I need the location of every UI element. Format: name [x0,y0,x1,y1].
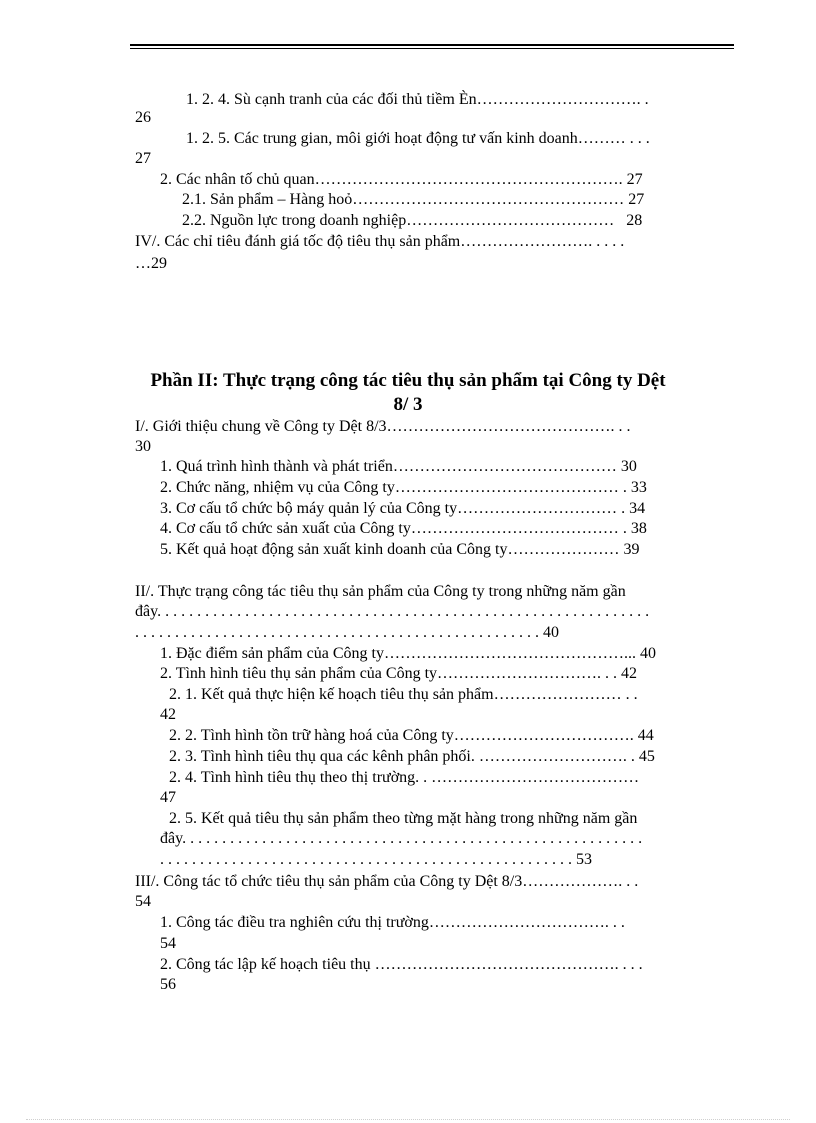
toc-section-heading: II/. Thực trạng công tác tiêu thụ sản phẩm của Công ty trong những năm gần [135,583,626,600]
toc-section-heading: III/. Công tác tổ chức tiêu thụ sản phẩm của Công ty Dệt 8/3………………. . . [135,873,639,890]
part2-title-continued: 8/ 3 [393,394,423,415]
toc-line: 2.2. Nguồn lực trong doanh nghiệp………………………………… 28 [182,212,643,229]
toc-line: 2. 3. Tình hình tiêu thụ qua các kênh phân phối. ………………………. . 45 [169,748,655,765]
part2-title: Phần II: Thực trạng công tác tiêu thụ sản phẩm tại Công ty Dệt [150,370,666,391]
toc-line: 2. Chức năng, nhiệm vụ của Công ty…………………………………… . 33 [160,479,647,496]
toc-page-number: 54 [160,935,176,952]
toc-section-heading: I/. Giới thiệu chung về Công ty Dệt 8/3……………………………………. . . [135,418,631,435]
toc-line: 2. Các nhân tố chủ quan…………………………………………………. 27 [160,171,643,188]
toc-page-number: 26 [135,109,151,126]
toc-line: 1. 2. 5. Các trung gian, môi giới hoạt động tư vấn kinh doanh……… . . . [186,130,650,147]
toc-line: 3. Cơ cấu tổ chức bộ máy quản lý của Công ty………………………… . 34 [160,500,646,517]
toc-line: 2.1. Sản phẩm – Hàng hoỏ…………………………………………… 27 [182,191,645,208]
toc-line: 1. Công tác điều tra nghiên cứu thị trường……………………………. . . [160,914,625,931]
toc-page-number: 27 [135,150,151,167]
toc-line: 2. Công tác lập kế hoạch tiêu thụ ………………………………………. . . . [160,956,643,973]
header-rule-thick [130,44,734,46]
toc-line: 2. 1. Kết quả thực hiện kế hoạch tiêu thụ sản phẩm…………………… . . [169,686,638,703]
toc-line-continued: . . . . . . . . . . . . . . . . . . . . . . . . . . . . . . . . . . . . . . . . . . . . . . . . . . . 40 [135,624,559,641]
toc-line: 2. 5. Kết quả tiêu thụ sản phẩm theo từng mặt hàng trong những năm gần [169,810,638,827]
header-rule-thin [130,48,734,49]
toc-line-continued: . . . . . . . . . . . . . . . . . . . . . . . . . . . . . . . . . . . . . . . . . . . . . . . . . . . . 53 [160,851,592,868]
toc-page-number: 54 [135,893,151,910]
toc-page-number: 42 [160,706,176,723]
toc-line: 1. Đặc điểm sản phẩm của Công ty………………………………………... 40 [160,645,656,662]
toc-page-number: …29 [135,255,167,272]
toc-line: 2. Tình hình tiêu thụ sản phẩm của Công ty…………………………. . . 42 [160,665,638,682]
toc-line-continued: đây. . . . . . . . . . . . . . . . . . . . . . . . . . . . . . . . . . . . . . . . . . . . . . . . . . . . . . . . . . . . . . [135,603,650,620]
toc-line: 1. 2. 4. Sù cạnh tranh của các đối thủ tiềm Èn…………………………. . [186,91,649,108]
toc-page-number: 30 [135,438,151,455]
page-bottom-border [26,1119,790,1120]
toc-line-continued: đây. . . . . . . . . . . . . . . . . . . . . . . . . . . . . . . . . . . . . . . . . . . . . . . . . . . . . . . . . . [160,830,643,847]
toc-line: 5. Kết quả hoạt động sản xuất kinh doanh của Công ty………………… 39 [160,541,640,558]
toc-page-number: 56 [160,976,176,993]
toc-line: 2. 4. Tình hình tiêu thụ theo thị trường. . ………………………………… [169,769,640,786]
toc-line: 4. Cơ cấu tổ chức sản xuất của Công ty………………………………… . 38 [160,520,647,537]
toc-page-number: 47 [160,789,176,806]
toc-section-heading: IV/. Các chỉ tiêu đánh giá tốc độ tiêu thụ sản phẩm……………………. . . . . [135,233,625,250]
toc-line: 2. 2. Tình hình tồn trữ hàng hoá của Công ty……………………………. 44 [169,727,654,744]
toc-line: 1. Quá trình hình thành và phát triển…………………………………… 30 [160,458,637,475]
